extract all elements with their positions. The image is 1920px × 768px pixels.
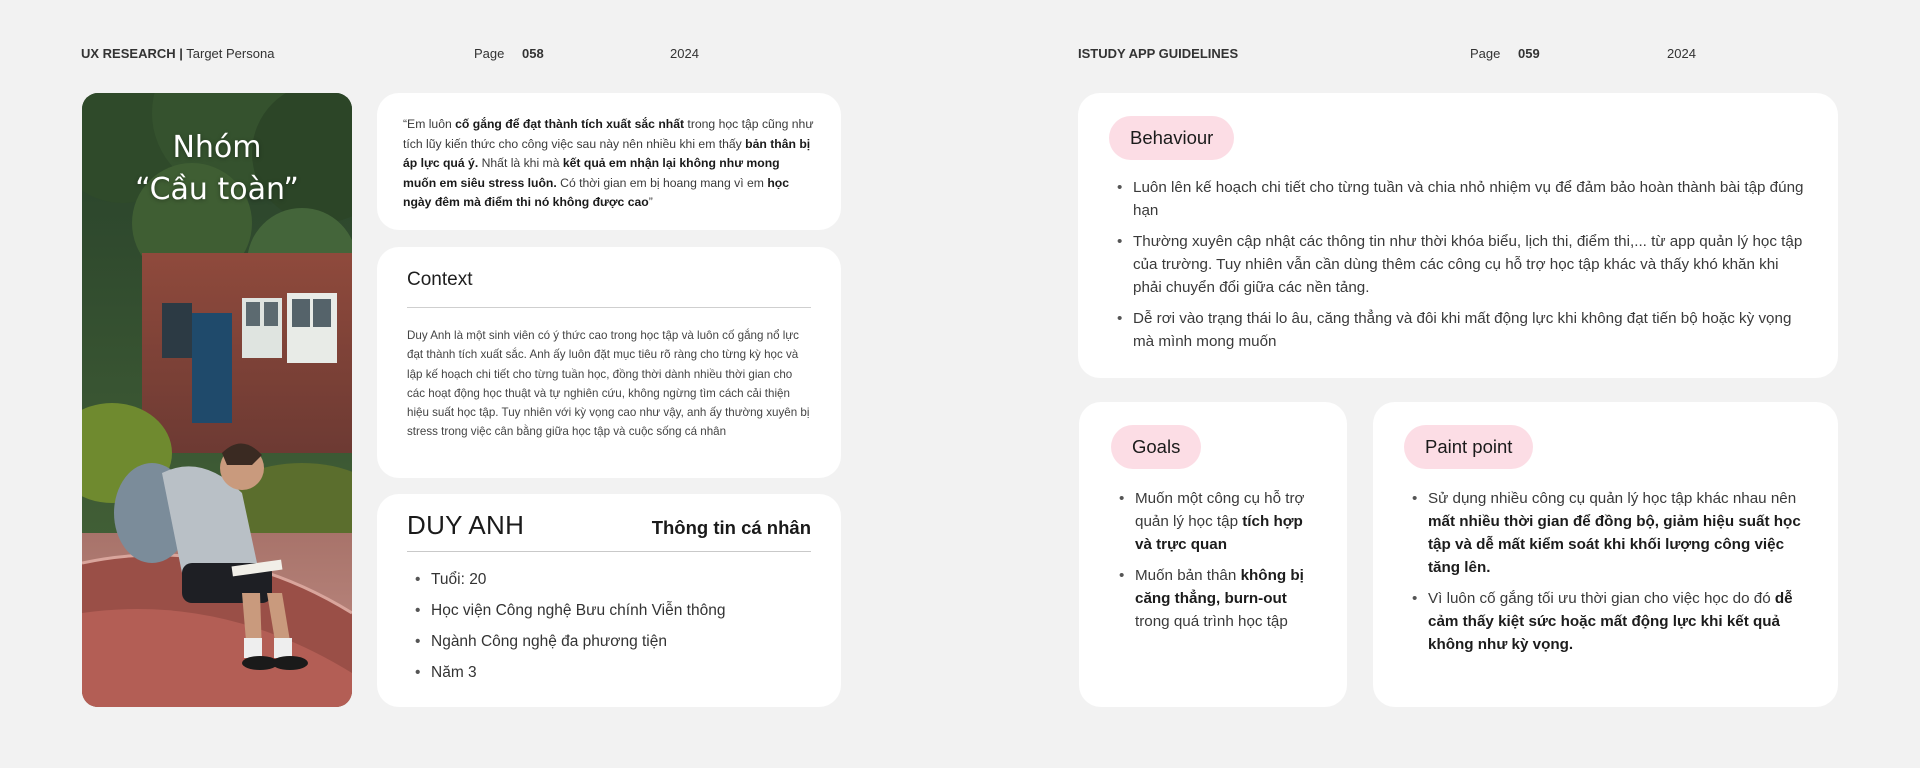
body-text: trong học tập cũng như tích lũy kiến thức cho công việc sau này nên nhiều khi em thấy [403,117,814,151]
context-body: Duy Anh là một sinh viên có ý thức cao trong học tập và luôn cố gắng nổ lực đạt thành tích xuất sắc. Anh ấy luôn đặt mục tiêu rõ ràng cho từng kỳ học và lập kế hoạch chi tiết cho từng tuần học, đồng thời dành nhiều thời gian cho các hoạt động học thuật và tự nghiên cứu, không ngừng tìm cách cải thiện hiệu suất học tập. Tuy nhiên với kỳ vọng cao như vậy, anh ấy thường xuyên bị stress trong việc cân bằng giữa học tập và cuộc sống cá nhân [407,329,810,439]
emphasis-text: tích hợp và trực quan [1135,513,1303,553]
list-item: • Tuổi: 20 [407,564,811,595]
right-header-year: 2024 [1667,46,1696,61]
pain-point-list [1404,487,1807,656]
left-page-number: 058 [522,46,544,61]
emphasis-text: học ngày đêm mà điểm thi nó không được cao [403,175,789,209]
left-header-brand-bold: UX RESEARCH | [81,46,183,61]
persona-photo-card [82,93,352,707]
goals-card [1079,402,1347,707]
right-page-label: Page [1470,46,1501,61]
body-text: “Em luôn [403,117,456,131]
body-text: Vì luôn cố gắng tối ưu thời gian cho việc học do đó [1428,590,1775,607]
left-header-brand-light: Target Persona [186,46,275,61]
right-header-brand [1078,46,1238,61]
body-text: Sử dụng nhiều công cụ quản lý học tập khác nhau nên [1428,490,1797,507]
pain-point-card [1373,402,1838,707]
list-item: • Ngành Công nghệ đa phương tiện [407,626,811,657]
right-page-number: 059 [1518,46,1540,61]
list-item: • Dễ rơi vào trạng thái lo âu, căng thẳng và đôi khi mất động lực khi không đạt tiến bộ hoặc kỳ vọng mà mình mong muốn [1109,307,1807,353]
left-header-brand [81,46,274,61]
context-heading: Context [407,269,473,290]
persona-group-title [82,127,352,211]
list-item [1111,487,1315,556]
list-item: • Thường xuyên cập nhật các thông tin như thời khóa biểu, lịch thi, điểm thi,... từ app quản lý học tập của trường. Tuy nhiên vẫn cần dùng thêm các công cụ hỗ trợ học tập khác và thấy khó khăn khi phải chuyển đổi giữa các nền tảng. [1109,230,1807,299]
behaviour-card [1078,93,1838,378]
emphasis-text: mất nhiều thời gian để đồng bộ, giảm hiệu suất học tập và dễ mất kiểm soát khi khối lượng công việc tăng lên. [1428,513,1801,576]
left-header-year: 2024 [670,46,699,61]
goals-label: Goals [1111,425,1201,469]
emphasis-text: dễ cảm thấy kiệt sức hoặc mất động lực khi kết quả không như kỳ vọng. [1428,590,1793,653]
persona-group-title-line2: “Cầu toàn” [135,172,299,207]
context-divider [407,307,811,308]
left-page-indicator [474,46,544,61]
quote-card [377,93,841,230]
list-item: • Học viện Công nghệ Bưu chính Viễn thông [407,595,811,626]
body-text: Muốn một công cụ hỗ trợ quản lý học tập [1135,490,1305,530]
goals-list [1111,487,1315,633]
pain-point-label: Paint point [1404,425,1533,469]
body-text: Nhất là khi mà [478,156,563,170]
list-item [1111,564,1315,633]
right-header-brand-bold: ISTUDY APP GUIDELINES [1078,46,1239,61]
list-item: • Năm 3 [407,657,811,688]
emphasis-text: không bị căng thẳng, burn-out [1135,567,1304,607]
body-text: ” [648,195,653,209]
body-text: trong quá trình học tập [1135,613,1288,630]
list-item [1404,587,1807,656]
context-card [377,247,841,478]
emphasis-text: cố gắng để đạt thành tích xuất sắc nhất [455,117,685,131]
personal-info-card [377,494,841,707]
list-item [1404,487,1807,579]
personal-info-list [407,564,811,688]
body-text: Muốn bản thân [1135,567,1241,584]
body-text: Có thời gian em bị hoang mang vì em [556,175,768,190]
persona-name: DUY ANH [407,510,525,540]
left-page-label: Page [474,46,505,61]
personal-info-divider [407,551,811,552]
persona-quote [403,115,815,213]
list-item: • Luôn lên kế hoạch chi tiết cho từng tuần và chia nhỏ nhiệm vụ để đảm bảo hoàn thành bài tập đúng hạn [1109,176,1807,222]
behaviour-label: Behaviour [1109,116,1234,160]
emphasis-text: bản thân bị áp lực quá ý. [403,136,811,170]
personal-info-heading: Thông tin cá nhân [651,517,811,538]
emphasis-text: kết quả em nhận lại không như mong muốn em siêu stress luôn. [403,156,780,190]
persona-group-title-line1: Nhóm [172,130,262,165]
behaviour-list [1109,176,1807,353]
right-page-indicator [1470,46,1540,61]
